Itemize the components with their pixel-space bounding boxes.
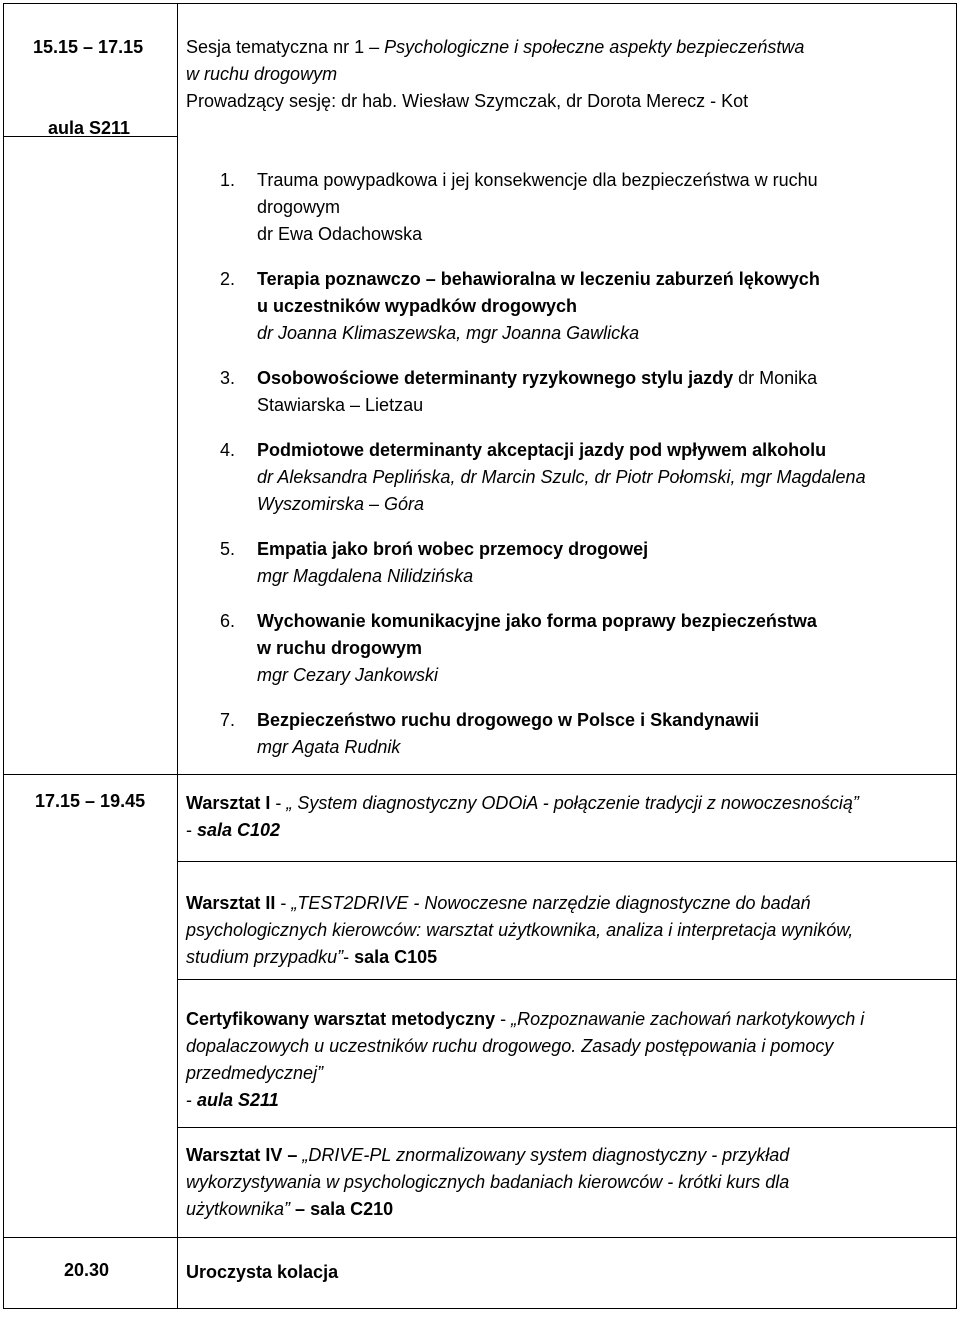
dinner-row (4, 1238, 957, 1309)
talk-number: 3. (220, 368, 236, 388)
workshop-title: „TEST2DRIVE - Nowoczesne narzędzie diagnostyczne do badań (291, 893, 811, 913)
talk-item (178, 437, 956, 518)
program-table (3, 3, 957, 1309)
talk-number: 7. (220, 710, 236, 730)
workshop-label: Warsztat IV (186, 1145, 283, 1165)
dinner-time-cell (4, 1238, 178, 1309)
talk-authors: mgr Cezary Jankowski (257, 665, 439, 685)
talk-title: Empatia jako broń wobec przemocy drogowej (257, 539, 649, 559)
talk-authors: mgr Agata Rudnik (257, 737, 401, 757)
workshops-time: 17.15 – 19.45 (35, 791, 146, 811)
workshop-2: Warsztat II - „TEST2DRIVE - Nowoczesne narzędzie diagnostyczne do badań psychologicznych kierowców: warsztat użytkownika, analiza i interpretacja wyników, studium przypadku”- sala C105 (178, 862, 957, 980)
talk-number: 5. (220, 539, 236, 559)
talk-title: Trauma powypadkowa i jej konsekwencje dla bezpieczeństwa w ruchu drogowym (257, 170, 818, 217)
talk-authors: dr Monika (733, 368, 818, 388)
session-title-line2: w ruchu drogowym (186, 64, 338, 84)
talk-authors: dr Ewa Odachowska (257, 224, 423, 244)
talk-authors: mgr Magdalena Nilidzińska (257, 566, 474, 586)
session-time-cell (4, 4, 178, 137)
session-title: Psychologiczne i społeczne aspekty bezpieczeństwa (384, 37, 805, 57)
workshop-title: „DRIVE-PL znormalizowany system diagnostyczny - przykład (302, 1145, 790, 1165)
workshop-label: Warsztat II (186, 893, 276, 913)
session-time-cell-lower (4, 137, 178, 775)
talk-authors: dr Joanna Klimaszewska, mgr Joanna Gawlicka (257, 323, 640, 343)
dinner-time: 20.30 (64, 1260, 110, 1280)
talk-number: 1. (220, 170, 236, 190)
workshop-room: sala C102 (197, 820, 281, 840)
workshop-room: sala C210 (310, 1199, 394, 1219)
talk-item (178, 608, 956, 689)
talk-authors: dr Aleksandra Peplińska, dr Marcin Szulc, dr Piotr Połomski, mgr Magdalena Wyszomirska – Góra (257, 467, 866, 514)
talk-number: 6. (220, 611, 236, 631)
session-chairs: Prowadzący sesję: dr hab. Wiesław Szymczak, dr Dorota Merecz - Kot (186, 91, 749, 111)
session-content-cell (178, 4, 957, 775)
workshop-room: sala C105 (354, 947, 438, 967)
talk-item (178, 266, 956, 347)
session-header (178, 4, 956, 115)
workshop-label: Certyfikowany warsztat metodyczny (186, 1009, 496, 1029)
session-time: 15.15 – 17.15 (33, 37, 144, 57)
workshop-room: aula S211 (197, 1090, 279, 1110)
workshop-1: Warsztat I - „ System diagnostyczny ODOiA - połączenie tradycji z nowoczesnością” - sala C102 (178, 775, 957, 862)
talk-title: Wychowanie komunikacyjne jako forma poprawy bezpieczeństwa w ruchu drogowym (257, 611, 817, 658)
talk-title: Terapia poznawczo – behawioralna w leczeniu zaburzeń lękowych u uczestników wypadków drogowych (257, 269, 820, 316)
workshops-time-cell (4, 775, 178, 1238)
talk-title: Podmiotowe determinanty akceptacji jazdy pod wpływem alkoholu (257, 440, 827, 460)
dinner-cell (178, 1238, 957, 1309)
workshop-label: Warsztat I (186, 793, 271, 813)
talk-title: Osobowościowe determinanty ryzykownego stylu jazdy dr Monika (257, 368, 818, 388)
workshop-row (4, 775, 957, 862)
session-row (4, 4, 957, 137)
talk-item (178, 536, 956, 590)
talk-item (178, 167, 956, 248)
talk-list (178, 167, 956, 761)
workshop-4: Warsztat IV – „DRIVE-PL znormalizowany system diagnostyczny - przykład wykorzystywania w psychologicznych badaniach kierowców - krótki kurs dla użytkownika” – sala C210 (178, 1128, 957, 1238)
workshop-3: Certyfikowany warsztat metodyczny - „Rozpoznawanie zachowań narkotykowych i dopalaczowych u uczestników ruchu drogowego. Zasady postępowania i pomocy przedmedycznej” - aula S211 (178, 980, 957, 1128)
session-title-prefix: Sesja tematyczna nr 1 – (186, 37, 385, 57)
dinner-title: Uroczysta kolacja (186, 1262, 339, 1282)
talk-authors-cont: Stawiarska – Lietzau (257, 395, 424, 415)
talk-item (178, 707, 956, 761)
talk-title: Bezpieczeństwo ruchu drogowego w Polsce i Skandynawii (257, 710, 760, 730)
session-title-line1 (186, 34, 956, 61)
workshop-title: „ System diagnostyczny ODOiA - połączenie tradycji z nowoczesnością” (286, 793, 859, 813)
talk-number: 2. (220, 269, 236, 289)
talk-item (178, 365, 956, 419)
talk-number: 4. (220, 440, 236, 460)
workshop-title: „Rozpoznawanie zachowań narkotykowych i (511, 1009, 865, 1029)
session-room: aula S211 (48, 118, 131, 138)
